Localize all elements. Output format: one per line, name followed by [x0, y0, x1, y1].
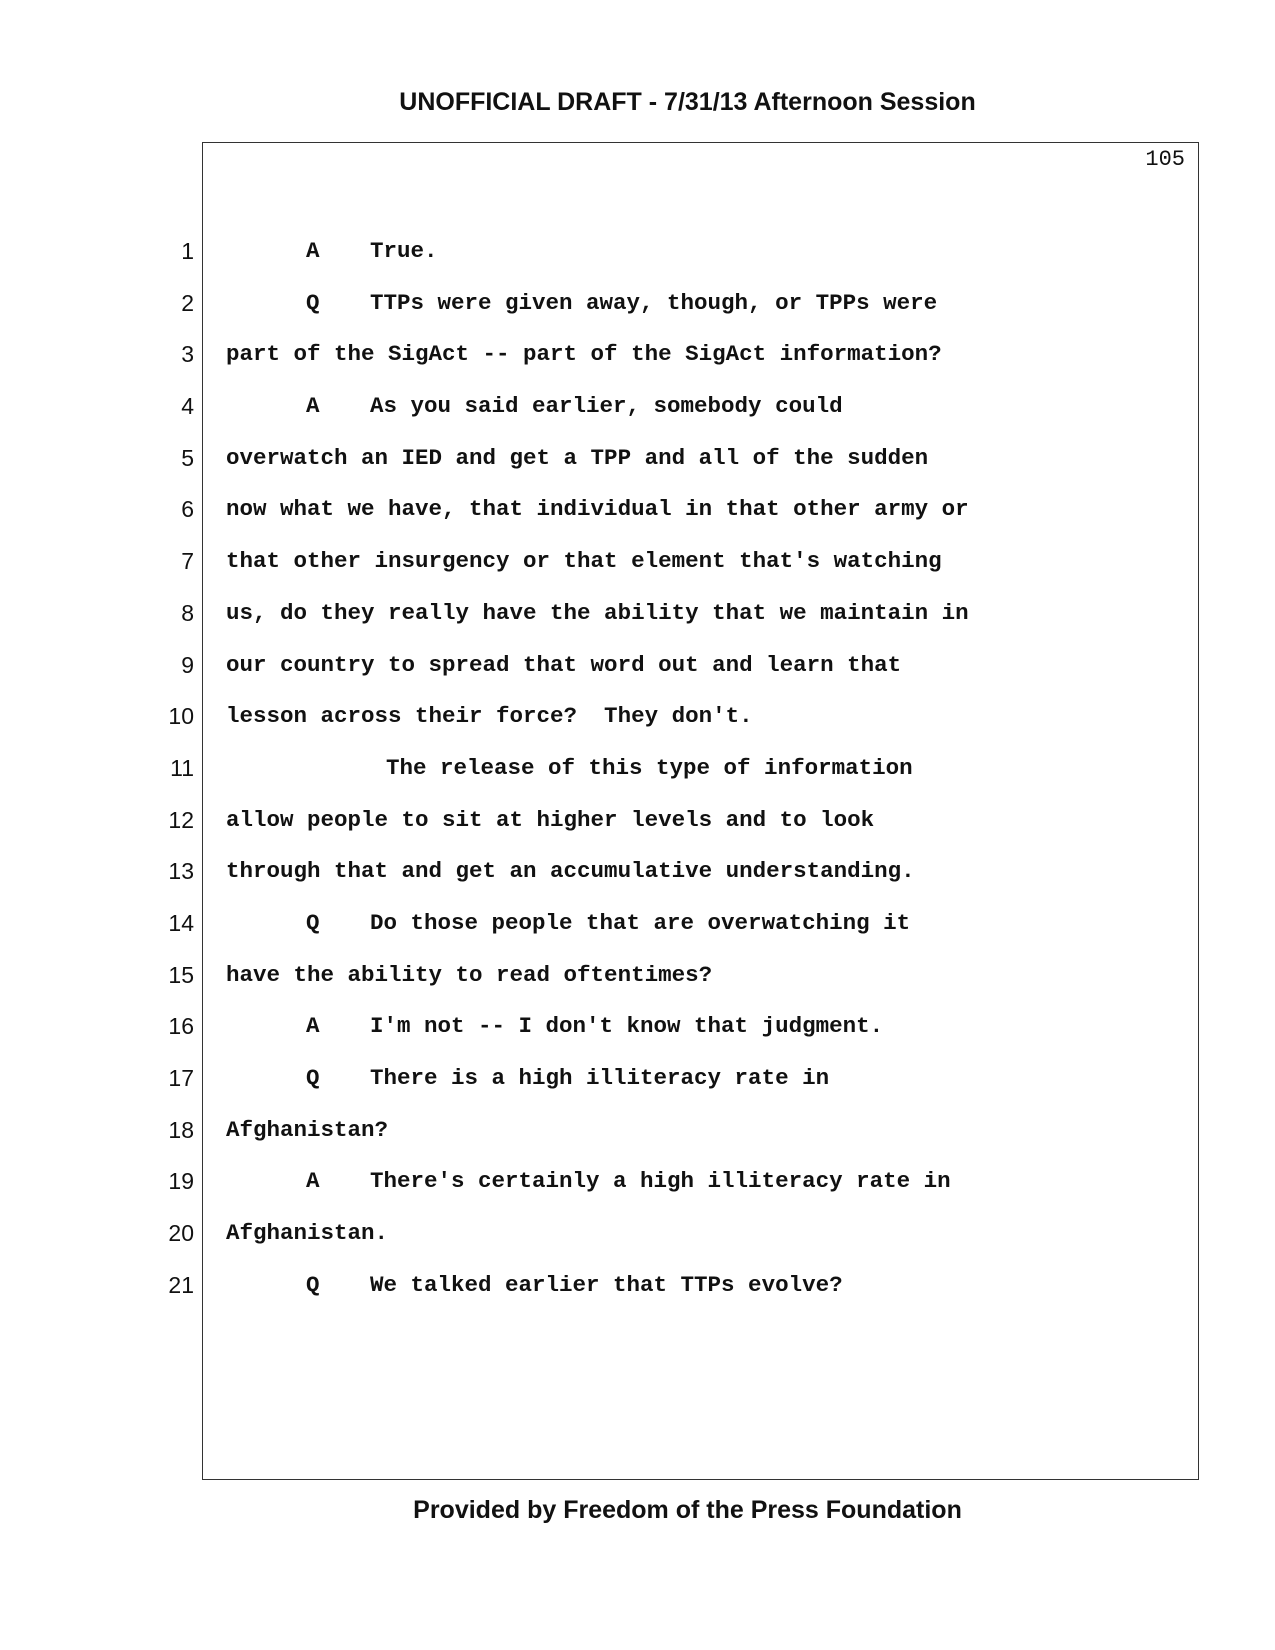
line-text: There is a high illiteracy rate in [370, 1065, 830, 1091]
line-number: 9 [181, 651, 194, 678]
line-number: 10 [168, 703, 194, 730]
line-number: 8 [181, 599, 194, 626]
line-text: True. [370, 238, 438, 264]
line-text: Do those people that are overwatching it [370, 909, 911, 936]
transcript-line [226, 546, 1186, 598]
transcript-line [226, 598, 1186, 650]
line-number: 6 [181, 496, 194, 523]
transcript-line [226, 443, 1186, 495]
transcript-line [226, 856, 1186, 908]
line-text: through that and get an accumulative understanding. [226, 858, 915, 885]
transcript-line [226, 1115, 1186, 1167]
line-text: have the ability to read oftentimes? [226, 961, 713, 988]
line-number: 13 [168, 858, 194, 885]
line-text: As you said earlier, somebody could [370, 393, 843, 420]
line-text: The release of this type of information [386, 754, 913, 781]
transcript-line [226, 1063, 1186, 1115]
transcript-line [226, 960, 1186, 1012]
line-text: our country to spread that word out and learn that [226, 651, 902, 678]
transcript-line [226, 805, 1186, 857]
line-number: 19 [168, 1168, 194, 1195]
line-number: 4 [181, 393, 194, 420]
line-text: TTPs were given away, though, or TPPs were [370, 289, 938, 316]
speaker-label: Q [306, 1271, 320, 1298]
transcript-line [226, 1166, 1186, 1218]
transcript-line [226, 339, 1186, 391]
line-text: We talked earlier that TTPs evolve? [370, 1271, 843, 1298]
transcript-line [226, 236, 1186, 288]
transcript-line [226, 494, 1186, 546]
transcript-line [226, 908, 1186, 960]
line-text: us, do they really have the ability that we maintain in [226, 599, 969, 626]
line-number: 7 [181, 548, 194, 575]
transcript-line [226, 1218, 1186, 1270]
page-header: UNOFFICIAL DRAFT - 7/31/13 Afternoon Session [399, 88, 976, 116]
speaker-label: A [306, 393, 320, 420]
transcript-line [226, 1011, 1186, 1063]
speaker-label: Q [306, 289, 320, 316]
line-number: 14 [168, 909, 194, 936]
speaker-label: Q [306, 1065, 320, 1091]
transcript-body [226, 236, 1186, 1321]
line-text: overwatch an IED and get a TPP and all of the sudden [226, 444, 929, 471]
speaker-label: Q [306, 909, 320, 936]
page-footer: Provided by Freedom of the Press Foundation [413, 1496, 962, 1524]
line-number: 11 [170, 754, 194, 781]
line-number-column [150, 236, 194, 1321]
line-text: Afghanistan. [226, 1220, 389, 1247]
line-number: 20 [168, 1220, 194, 1247]
line-number: 2 [181, 289, 194, 316]
speaker-label: A [306, 1013, 320, 1040]
line-number: 5 [181, 444, 194, 471]
line-number: 17 [168, 1065, 194, 1091]
transcript-line [226, 650, 1186, 702]
line-text: lesson across their force? They don't. [226, 703, 753, 730]
speaker-label: A [306, 238, 320, 264]
line-text: There's certainly a high illiteracy rate in [370, 1168, 951, 1195]
transcript-line [226, 288, 1186, 340]
line-text: now what we have, that individual in that other army or [226, 496, 969, 523]
line-text: part of the SigAct -- part of the SigAct information? [226, 341, 942, 368]
speaker-label: A [306, 1168, 320, 1195]
line-text: that other insurgency or that element that's watching [226, 548, 942, 575]
page-number: 105 [1145, 147, 1185, 172]
transcript-line [226, 1270, 1186, 1322]
line-number: 3 [181, 341, 194, 368]
line-text: allow people to sit at higher levels and to look [226, 806, 875, 833]
line-number: 15 [168, 961, 194, 988]
transcript-line [226, 753, 1186, 805]
line-text: I'm not -- I don't know that judgment. [370, 1013, 884, 1040]
transcript-line [226, 701, 1186, 753]
line-number: 21 [168, 1271, 194, 1298]
line-number: 18 [168, 1116, 194, 1143]
line-number: 1 [181, 238, 194, 264]
line-number: 16 [168, 1013, 194, 1040]
line-number: 12 [168, 806, 194, 833]
transcript-line [226, 391, 1186, 443]
line-text: Afghanistan? [226, 1116, 389, 1143]
